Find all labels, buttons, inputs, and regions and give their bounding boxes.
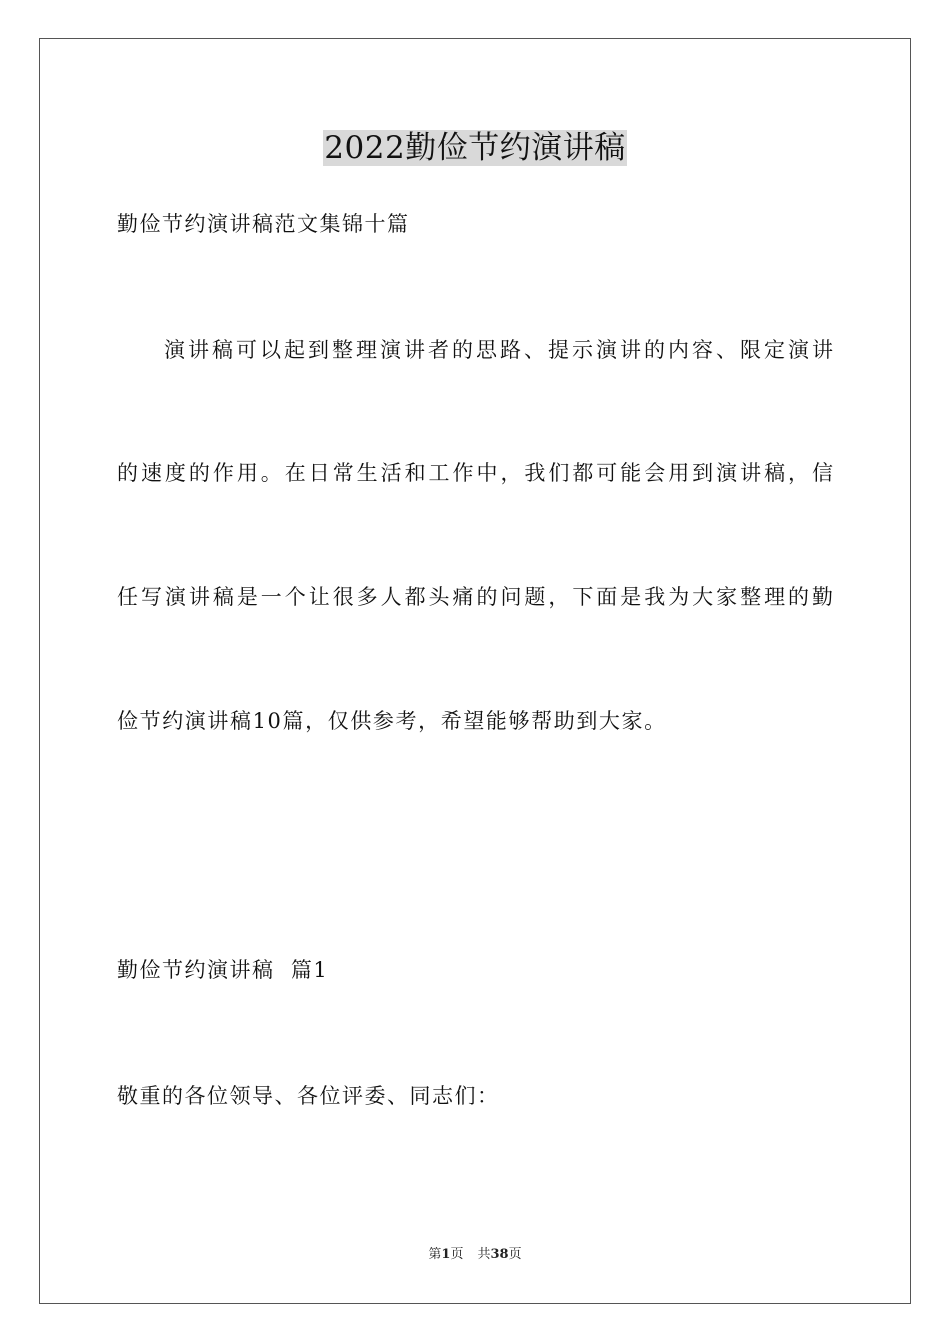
intro-line-1: 演讲稿可以起到整理演讲者的思路、提示演讲的内容、限定演讲 <box>164 338 833 362</box>
document-title-text: 2022勤俭节约演讲稿 <box>324 130 626 166</box>
intro-line-2: 的速度的作用。在日常生活和工作中，我们都可能会用到演讲稿，信 <box>117 461 833 485</box>
intro-line-3: 任写演讲稿是一个让很多人都头痛的问题，下面是我为大家整理的勤 <box>117 585 833 609</box>
document-title <box>0 128 950 168</box>
total-prefix: 共 <box>477 1247 491 1262</box>
section-heading: 勤俭节约演讲稿 篇1 <box>117 958 329 982</box>
salutation: 敬重的各位领导、各位评委、同志们： <box>117 1084 500 1108</box>
page-suffix: 页 <box>450 1247 464 1262</box>
page-number: 1 <box>441 1247 451 1262</box>
page-footer <box>0 1246 950 1264</box>
page-prefix: 第 <box>428 1247 442 1262</box>
total-pages: 38 <box>490 1247 509 1262</box>
intro-line-4: 俭节约演讲稿10篇，仅供参考，希望能够帮助到大家。 <box>117 709 667 733</box>
document-subtitle: 勤俭节约演讲稿范文集锦十篇 <box>117 212 410 236</box>
total-suffix: 页 <box>508 1247 522 1262</box>
